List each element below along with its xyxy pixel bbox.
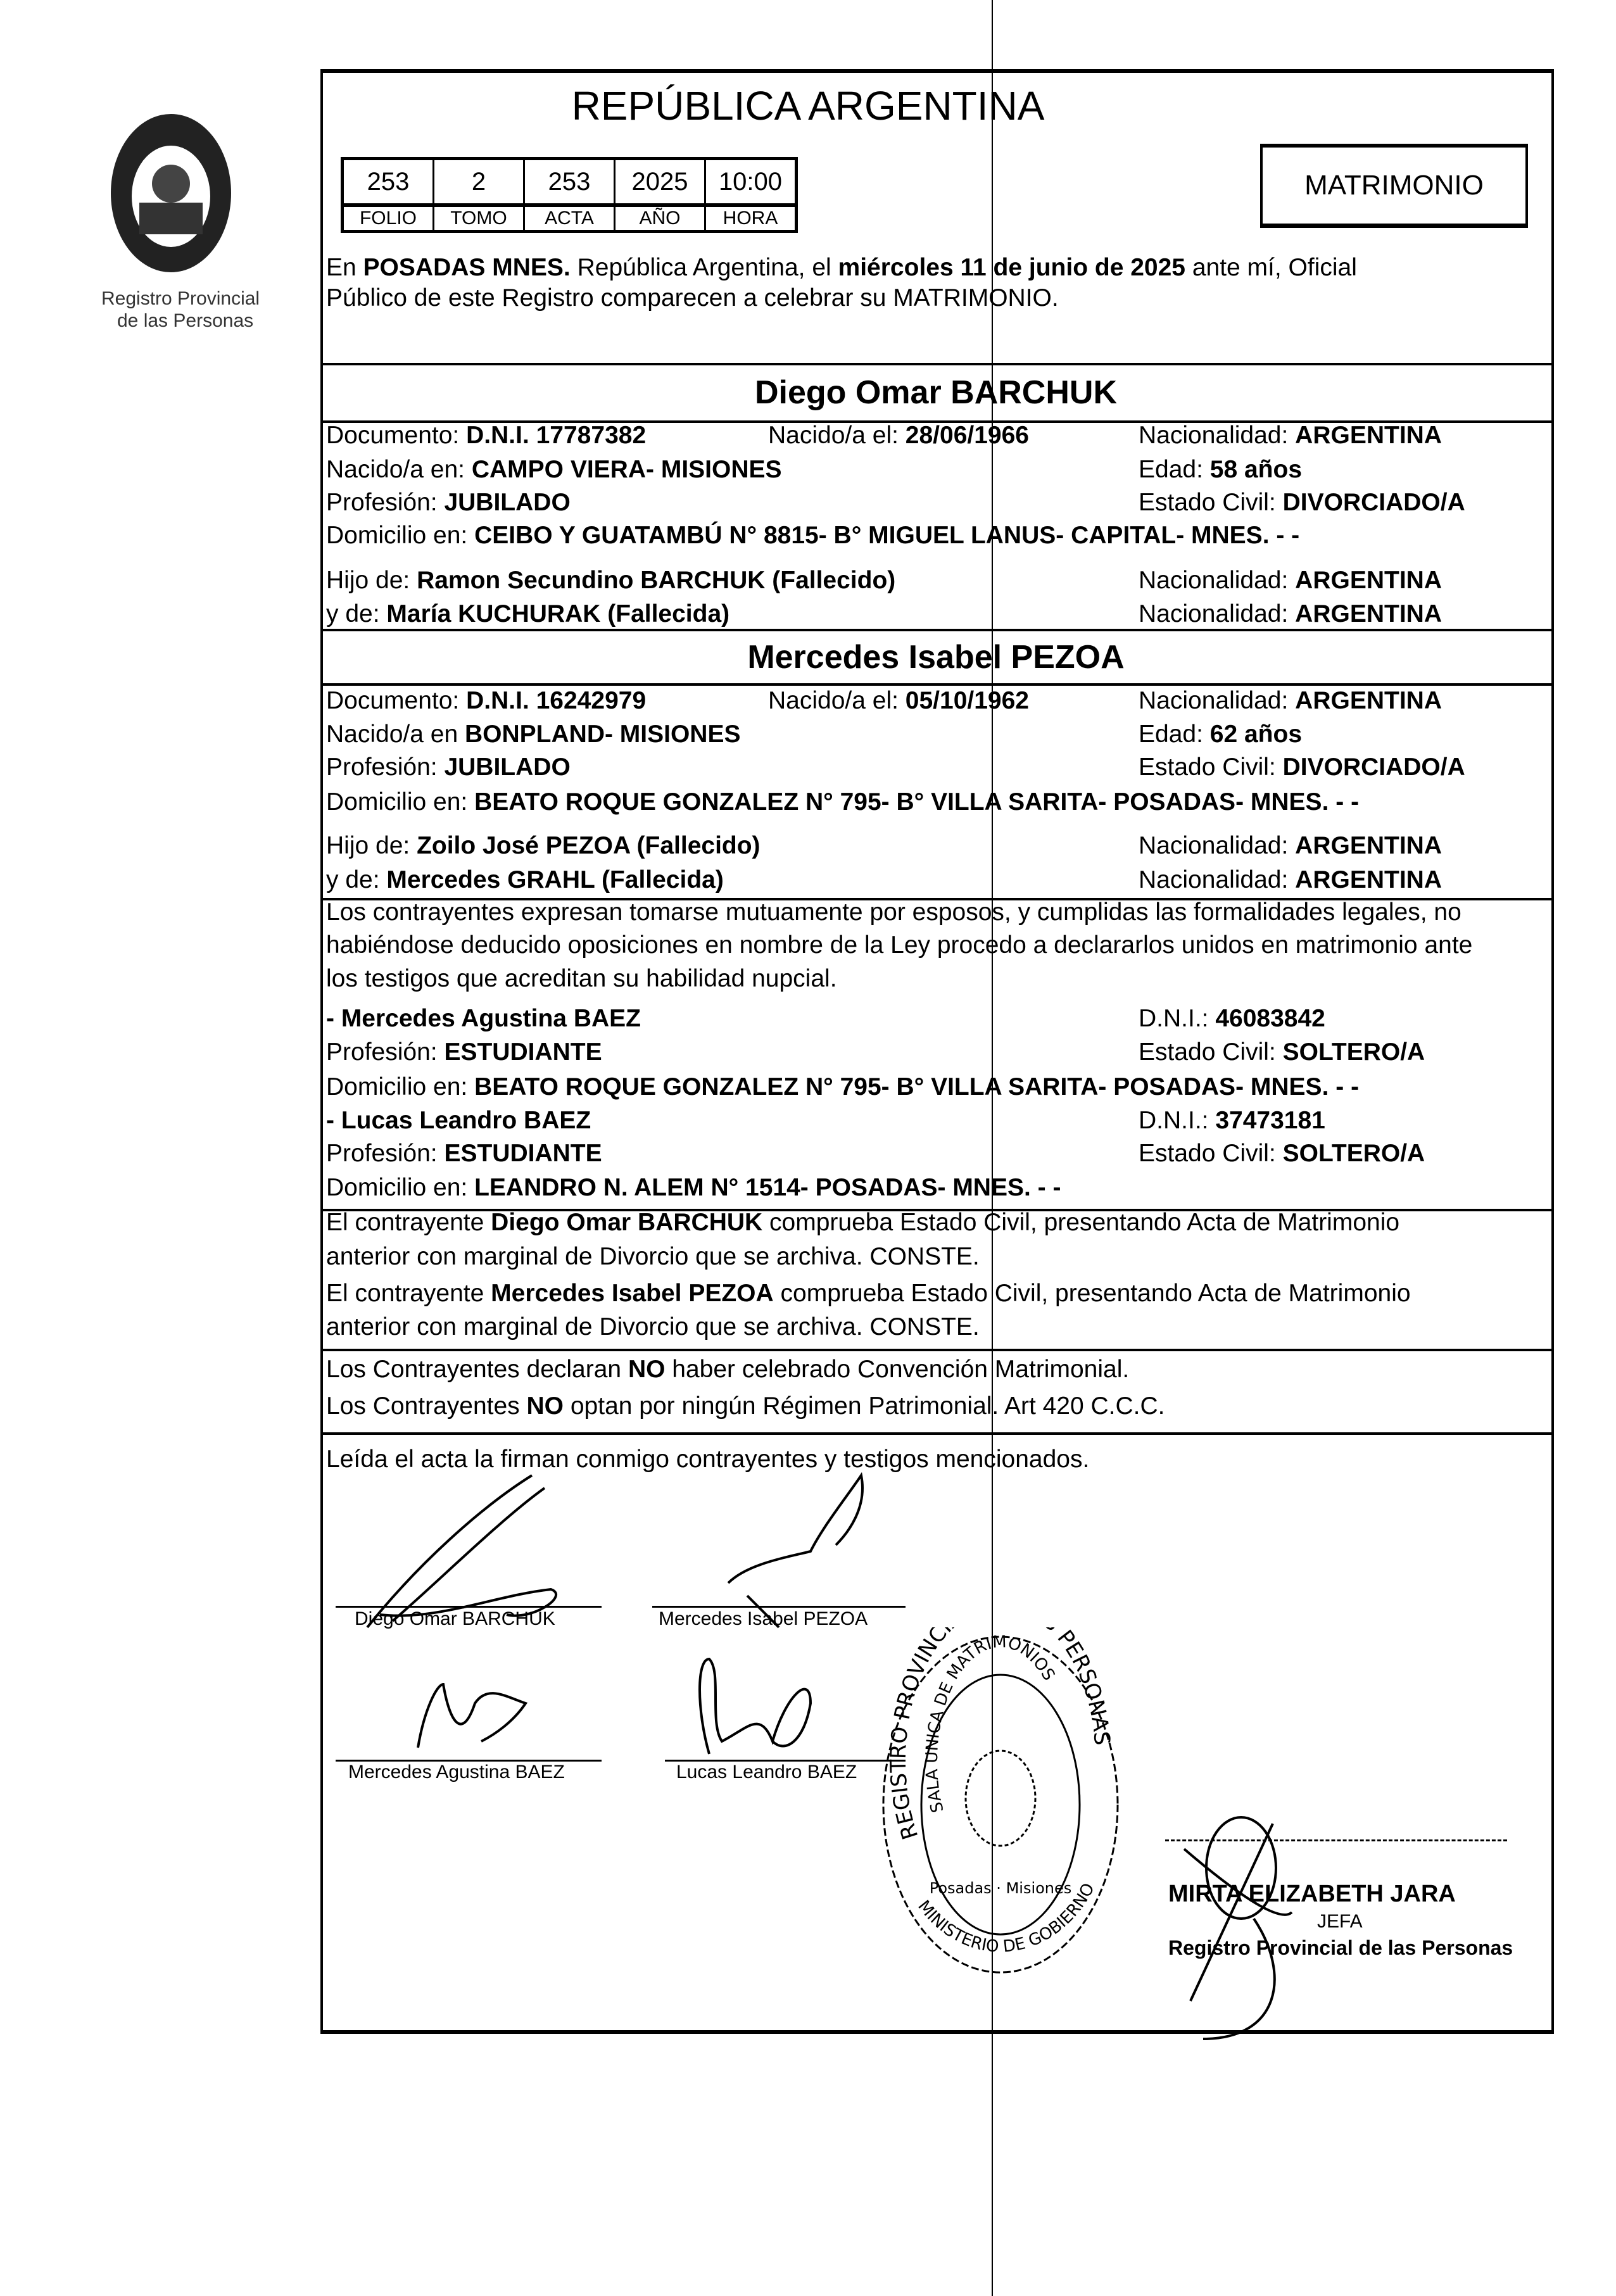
year-value: 2025	[615, 159, 705, 206]
declaration-line: habiéndose deducido oposiciones en nombre de la Ley procedo a declararlos unidos en matrimonio ante	[326, 931, 1473, 959]
witness-signature-scribbles-icon	[367, 1646, 937, 1767]
declaration-line: Los contrayentes expresan tomarse mutuamente por esposos, y cumplidas las formalidades legales, no	[326, 899, 1461, 926]
closing-text: Leída el acta la firman conmigo contrayentes y testigos mencionados.	[326, 1446, 1090, 1473]
official-role: JEFA	[1317, 1911, 1363, 1932]
tomo-label: TOMO	[434, 205, 524, 232]
logo-caption-2: de las Personas	[117, 310, 254, 331]
act-type-box: MATRIMONIO	[1260, 144, 1528, 228]
divider	[320, 363, 1551, 365]
stamp-inner-text: SALA UNICA DE MATRIMONIOS	[922, 1632, 1059, 1815]
stamp-outer-text: REGISTRO PROVINC PERSONAS	[885, 1627, 1115, 1843]
hour-value: 10:00	[705, 159, 797, 206]
intro-line-1: En POSADAS MNES. República Argentina, el miércoles 11 de junio de 2025 ante mí, Oficial	[326, 254, 1357, 281]
folio-label: FOLIO	[343, 205, 434, 232]
registry-table	[341, 157, 798, 233]
signature-caption: Mercedes Agustina BAEZ	[348, 1762, 565, 1782]
regime-note-2: Los Contrayentes NO optan por ningún Régimen Patrimonial. Art 420 C.C.C.	[326, 1392, 1165, 1420]
divider	[320, 1349, 1551, 1351]
folio-value: 253	[343, 159, 434, 206]
civil-status-note-1: El contrayente Diego Omar BARCHUK comprueba Estado Civil, presentando Acta de Matrimonio	[326, 1209, 1400, 1236]
signature-caption: Mercedes Isabel PEZOA	[659, 1608, 868, 1629]
hour-label: HORA	[705, 205, 797, 232]
signature-line	[336, 1606, 602, 1608]
registry-stamp-icon	[874, 1627, 1127, 1982]
tomo-value: 2	[434, 159, 524, 206]
declaration-line: los testigos que acreditan su habilidad nupcial.	[326, 965, 837, 992]
divider	[320, 629, 1551, 631]
signature-caption: Lucas Leandro BAEZ	[676, 1762, 857, 1782]
acta-value: 253	[524, 159, 615, 206]
civil-status-note-2: El contrayente Mercedes Isabel PEZOA comprueba Estado Civil, presentando Acta de Matrimonio	[326, 1280, 1411, 1307]
civil-status-note-1b: anterior con marginal de Divorcio que se archiva. CONSTE.	[326, 1243, 980, 1270]
civil-status-note-2b: anterior con marginal de Divorcio que se archiva. CONSTE.	[326, 1313, 980, 1340]
page-title: REPÚBLICA ARGENTINA	[571, 83, 1045, 129]
spouse-1-name: Diego Omar BARCHUK	[754, 374, 1118, 411]
official-organization: Registro Provincial de las Personas	[1168, 1936, 1513, 1959]
signature-scribbles-icon	[342, 1469, 912, 1659]
marriage-certificate: Registro Provincial de las Personas REPÚBLICA ARGENTINA 253 2 253 2025 10:00 FOLIO TOMO ACTA AÑO HORA MATRIMONIO En POSADAS MNES. República Argentina, el miércoles 11 de junio de 2025 ante mí, Oficial Público de este Registro comparecen a celebrar su MATRIMONIO. Diego Omar BARCHUK Documento: D.N.I. 17787382 Nacido/a el: 28/06/1966 Nacionalidad: ARGENTINA Nacido/a en: CAMPO VIERA- MISIONES Edad: 58 años Profesión: JUBILADO Estado Civil: DIVORCIADO/A Domicilio en: CEIBO Y GUATAMBÚ N° 8815- B° MIGUEL LANUS- CAPITAL- MNES. - - Hijo de: Ramon Secundino BARCHUK (Fallecido) Nacionalidad: ARGENTINA y de: María KUCHURAK (Fallecida) Nacionalidad: ARGENTINA Mercedes Isabel PEZOA Documento: D.N.I. 16242979 Nacido/a el: 05/10/1962 Nacionalidad: ARGENTINA Nacido/a en BONPLAND- MISIONES Edad: 62 años Profesión: JUBILADO Estado Civil: DIVORCIADO/A Domicilio en: BEATO ROQUE GONZALEZ N° 795- B° VILLA SARITA- POSADAS- MNES. - - Hijo de: Zoilo José PEZOA (Fallecido) Nacionalidad: ARGENTINA y de: Mercedes GRAHL (Fallecida) Nacionalidad: ARGENTINA Los contrayentes expresan tomarse mutuamente por esposos, y cumplidas las formalidades legales, no habiéndose deducido oposiciones en nombre de la Ley procedo a declararlos unidos en matrimonio ante los testigos que acreditan su habilidad nupcial. - Mercedes Agustina BAEZ D.N.I.: 46083842 Profesión: ESTUDIANTE Estado Civil: SOLTERO/A Domicilio en: BEATO ROQUE GONZALEZ N° 795- B° VILLA SARITA- POSADAS- MNES. - - - Lucas Leandro BAEZ D.N.I.: 37473181 Profesión: ESTUDIANTE Estado Civil: SOLTERO/A Domicilio en: LEANDRO N. ALEM N° 1514- POSADAS- MNES. - - El contrayente Diego Omar BARCHUK comprueba Estado Civil, presentando Acta de Matrimonio anterior con marginal de Divorcio que se archiva. CONSTE. El contrayente Mercedes Isabel PEZOA comprueba Estado Civil, presentando Acta de Matrimonio anterior con marginal de Divorcio que se archiva. CONSTE. Los Contrayentes declaran NO haber celebrado Convención Matrimonial. Los Contrayentes NO optan por ningún Régimen Patrimonial. Art 420 C.C.C. Leída el acta la firman conmigo contrayentes y testigos mencionados. Diego Omar BARCHUK Mercedes Isabel PEZOA Mercedes Agustina BAEZ Lucas Leandro BAEZ REGISTRO PROVINC PERSONAS SALA UNICA DE MATRIMONIOS MINISTERIO DE GOBIERNO Posadas · Misiones MIRTA ELIZABETH JARA JEFA Registro Provincial de las Personas	[0, 0, 1616, 2296]
registry-logo	[82, 101, 260, 336]
acta-label: ACTA	[524, 205, 615, 232]
divider	[320, 1432, 1551, 1435]
official-stamp	[874, 1627, 1127, 1982]
year-label: AÑO	[615, 205, 705, 232]
intro-line-2: Público de este Registro comparecen a celebrar su MATRIMONIO.	[326, 284, 1059, 312]
spouse-2-name: Mercedes Isabel PEZOA	[747, 639, 1125, 676]
signature-caption: Diego Omar BARCHUK	[355, 1608, 555, 1629]
official-name: MIRTA ELIZABETH JARA	[1168, 1881, 1456, 1907]
regime-note-1: Los Contrayentes declaran NO haber celebrado Convención Matrimonial.	[326, 1356, 1130, 1383]
divider	[320, 683, 1551, 686]
stamp-bottom-text: MINISTERIO DE GOBIERNO	[914, 1880, 1099, 1957]
stamp-city-text: Posadas · Misiones	[929, 1879, 1072, 1897]
logo-caption-1: Registro Provincial	[101, 288, 260, 309]
signature-line	[652, 1606, 906, 1608]
